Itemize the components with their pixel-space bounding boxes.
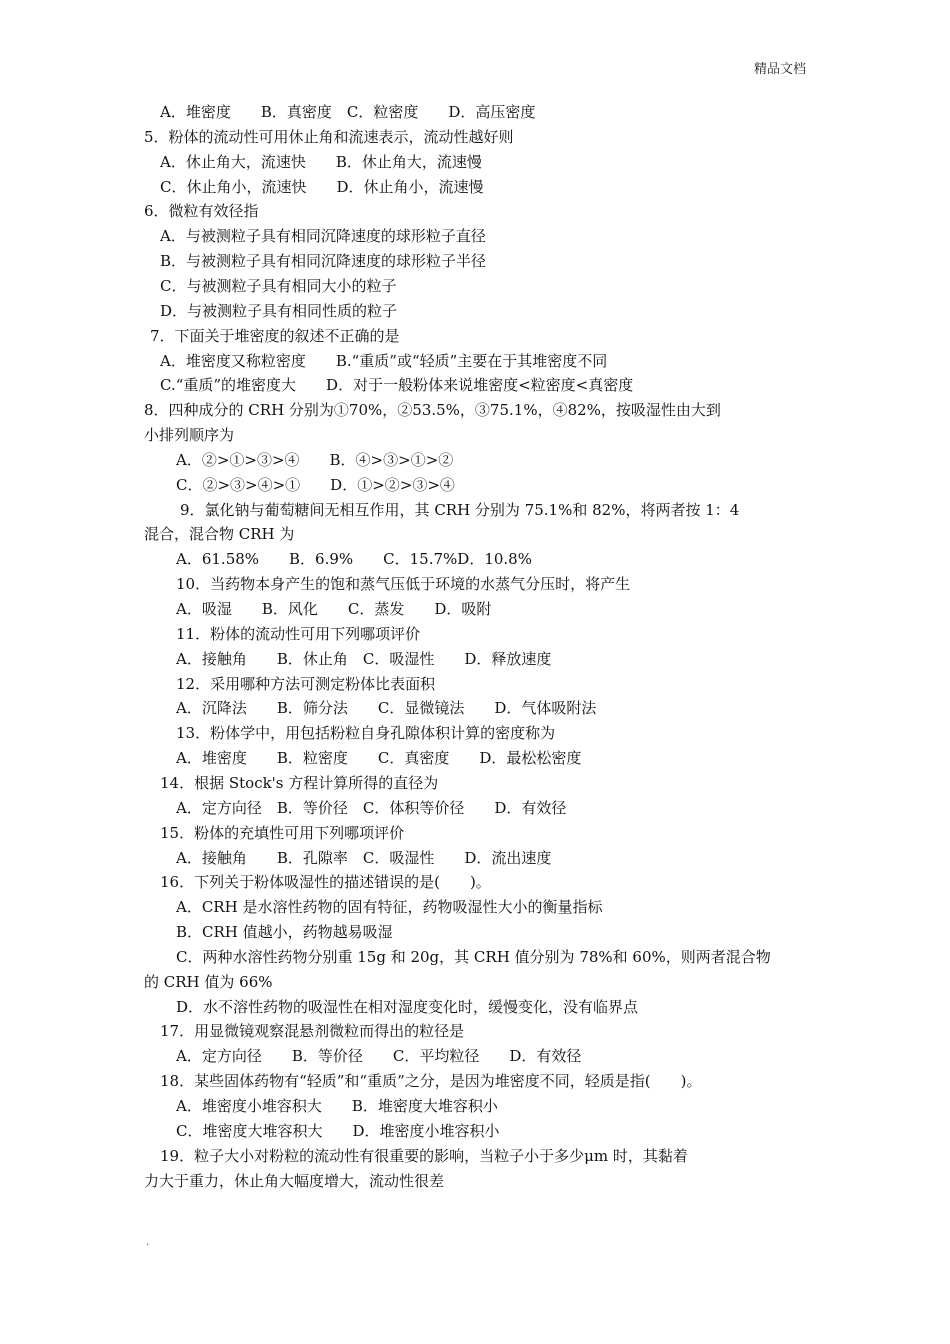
- text-line: A．堆密度 B．粒密度 C．真密度 D．最松松密度: [176, 749, 582, 768]
- text-line: C．堆密度大堆容积大 D．堆密度小堆容积小: [176, 1121, 500, 1140]
- text-line: A．堆密度 B．真密度 C．粒密度 D．高压密度: [160, 103, 536, 121]
- text-line: 13．粉体学中，用包括粉粒自身孔隙体积计算的密度称为: [176, 724, 556, 743]
- text-line: A．沉降法 B．筛分法 C．显微镜法 D．气体吸附法: [176, 699, 597, 718]
- text-line: 9．氯化钠与葡萄糖间无相互作用，其 CRH 分别为 75.1%和 82%，将两者按 1：4: [180, 500, 740, 519]
- text-line: 混合，混合物 CRH 为: [144, 525, 295, 544]
- text-line: 12．采用哪种方法可测定粉体比表面积: [176, 674, 436, 693]
- text-line: C．休止角小，流速快 D．休止角小，流速慢: [160, 177, 484, 196]
- text-line: A．②>①>③>④ B．④>③>①>②: [176, 450, 454, 469]
- text-line: 8．四种成分的 CRH 分别为①70%，②53.5%，③75.1%，④82%，按吸湿性由大到: [144, 401, 721, 420]
- text-line: 6．微粒有效径指: [144, 202, 259, 221]
- text-line: A．接触角 B．休止角 C．吸湿性 D．释放速度: [176, 649, 552, 668]
- text-line: A．堆密度小堆容积大 B．堆密度大堆容积小: [176, 1097, 498, 1115]
- text-line: C．与被测粒子具有相同大小的粒子: [160, 276, 397, 295]
- text-line: D．与被测粒子具有相同性质的粒子: [160, 301, 398, 320]
- text-line: C.“重质”的堆密度大 D．对于一般粉体来说堆密度<粒密度<真密度: [160, 376, 634, 395]
- page-header: 精品文档: [753, 62, 806, 77]
- text-line: 18．某些固体药物有“轻质”和“重质”之分，是因为堆密度不同，轻质是指( )。: [160, 1072, 702, 1091]
- footer-mark: .: [146, 1237, 150, 1248]
- text-line: 16．下列关于粉体吸湿性的描述错误的是( )。: [160, 873, 491, 892]
- text-line: 7．下面关于堆密度的叙述不正确的是: [150, 326, 400, 345]
- text-line: C．两种水溶性药物分别重 15g 和 20g，其 CRH 值分别为 78%和 60%，则两者混合物: [176, 947, 771, 966]
- text-line: A．定方向径 B．等价径 C．体积等价径 D．有效径: [176, 798, 567, 817]
- text-line: 的 CRH 值为 66%: [144, 972, 273, 991]
- text-line: B．CRH 值越小，药物越易吸湿: [176, 923, 393, 942]
- text-line: A．休止角大，流速快 B．休止角大，流速慢: [160, 152, 482, 171]
- text-line: B．与被测粒子具有相同沉降速度的球形粒子半径: [160, 252, 487, 271]
- text-line: A．接触角 B．孔隙率 C．吸湿性 D．流出速度: [176, 848, 552, 867]
- text-line: 19．粒子大小对粉粒的流动性有很重要的影响，当粒子小于多少μm 时，其黏着: [160, 1146, 688, 1165]
- text-line: A．吸湿 B．风化 C．蒸发 D．吸附: [176, 600, 492, 618]
- text-line: A．CRH 是水溶性药物的固有特征，药物吸湿性大小的衡量指标: [176, 898, 603, 917]
- text-line: C．②>③>④>① D．①>②>③>④: [176, 475, 455, 494]
- text-line: 17．用显微镜观察混悬剂微粒而得出的粒径是: [160, 1022, 465, 1041]
- text-line: 小排列顺序为: [144, 426, 235, 445]
- text-line: 力大于重力，休止角大幅度增大，流动性很差: [144, 1171, 445, 1190]
- text-line: D．水不溶性药物的吸湿性在相对湿度变化时，缓慢变化，没有临界点: [176, 997, 639, 1016]
- text-line: A．定方向径 B．等价径 C．平均粒径 D．有效径: [176, 1047, 582, 1066]
- text-line: 11．粉体的流动性可用下列哪项评价: [176, 624, 421, 643]
- text-line: A．61.58% B．6.9% C．15.7%D．10.8%: [176, 550, 532, 569]
- text-line: 15．粉体的充填性可用下列哪项评价: [160, 823, 405, 842]
- text-line: A．堆密度又称粒密度 B.“重质”或“轻质”主要在于其堆密度不同: [160, 351, 608, 370]
- text-line: A．与被测粒子具有相同沉降速度的球形粒子直径: [160, 227, 486, 246]
- text-line: 10．当药物本身产生的饱和蒸气压低于环境的水蒸气分压时，将产生: [176, 575, 631, 594]
- text-line: 5．粉体的流动性可用休止角和流速表示，流动性越好则: [144, 127, 514, 146]
- text-line: 14．根据 Stock's 方程计算所得的直径为: [160, 773, 439, 792]
